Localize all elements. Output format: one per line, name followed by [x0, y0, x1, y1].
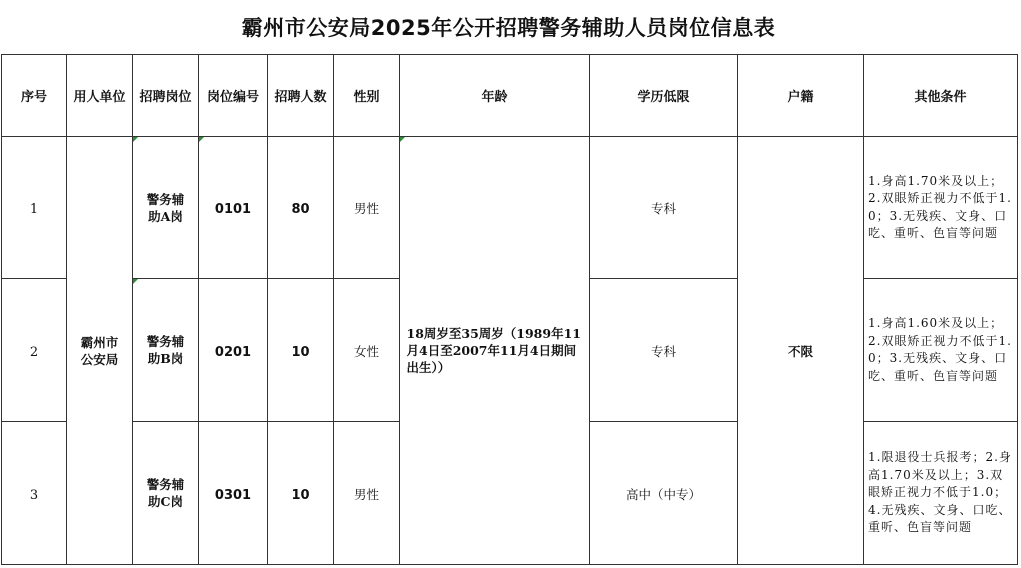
cell-gender — [334, 422, 400, 565]
header-row — [2, 55, 1018, 137]
header-education: 学历低限 — [590, 55, 738, 137]
cell-gender — [334, 137, 400, 279]
cell-position — [133, 422, 199, 565]
count-value: 80 — [291, 202, 310, 217]
cell-seq — [2, 279, 67, 422]
page-title: 霸州市公安局2025年公开招聘警务辅助人员岗位信息表 — [241, 16, 776, 40]
header-unit: 用人单位 — [67, 55, 133, 137]
cell-code — [199, 422, 268, 565]
gender-value: 男性 — [353, 201, 379, 216]
cell-position — [133, 279, 199, 422]
cell-education — [590, 137, 738, 279]
cell-other — [864, 279, 1018, 422]
header-seq: 序号 — [2, 55, 67, 137]
header-hukou: 户籍 — [738, 55, 864, 137]
cell-other — [864, 137, 1018, 279]
header-other: 其他条件 — [864, 55, 1018, 137]
code-value: 0301 — [214, 487, 252, 503]
cell-count — [268, 279, 334, 422]
cell-education — [590, 422, 738, 565]
cell-other — [864, 422, 1018, 565]
cell-age — [400, 137, 590, 565]
cell-unit — [67, 137, 133, 565]
position-value: 警务辅助A岗 — [146, 191, 185, 224]
cell-code — [199, 279, 268, 422]
age-value: 18周岁至35周岁（1989年11月4日至2007年11月4日期间出生）） — [406, 326, 581, 375]
cell-marker — [400, 137, 405, 142]
header-gender: 性别 — [334, 55, 400, 137]
code-value: 0201 — [214, 344, 252, 360]
seq-value: 3 — [29, 487, 39, 503]
cell-marker — [133, 279, 138, 284]
cell-marker — [133, 137, 138, 142]
other-value: 1.身高1.60米及以上；2.双眼矫正视力不低于1.0；3.无残疾、文身、口吃、重听、色盲等问题 — [868, 316, 1012, 383]
header-code: 岗位编号 — [199, 55, 268, 137]
cell-count — [268, 137, 334, 279]
cell-education — [590, 279, 738, 422]
code-value: 0101 — [214, 202, 252, 217]
seq-value: 2 — [29, 344, 39, 360]
cell-gender — [334, 279, 400, 422]
position-value: 警务辅助C岗 — [146, 477, 185, 509]
unit-value: 霸州市公安局 — [80, 334, 119, 367]
education-value: 专科 — [650, 343, 676, 359]
other-value: 1.身高1.70米及以上；2.双眼矫正视力不低于1.0；3.无残疾、文身、口吃、重听、色盲等问题 — [868, 173, 1012, 240]
gender-value: 女性 — [353, 343, 379, 359]
seq-value: 1 — [29, 202, 39, 217]
header-count: 招聘人数 — [268, 55, 334, 137]
other-value: 1.限退役士兵报考；2.身高1.70米及以上；3.双眼矫正视力不低于1.0；4.无残疾、文身、口吃、重听、色盲等问题 — [868, 450, 1012, 535]
education-value: 高中（中专） — [625, 486, 701, 502]
education-value: 专科 — [650, 201, 676, 216]
cell-seq — [2, 137, 67, 279]
cell-count — [268, 422, 334, 565]
cell-code — [199, 137, 268, 279]
hukou-value: 不限 — [787, 344, 813, 359]
position-value: 警务辅助B岗 — [146, 334, 185, 366]
cell-seq — [2, 422, 67, 565]
cell-hukou — [738, 137, 864, 565]
header-age: 年龄 — [400, 55, 590, 137]
cell-marker — [199, 137, 204, 142]
count-value: 10 — [291, 487, 310, 503]
cell-position — [133, 137, 199, 279]
table-row — [2, 137, 1018, 279]
header-position: 招聘岗位 — [133, 55, 199, 137]
count-value: 10 — [291, 344, 310, 360]
gender-value: 男性 — [353, 486, 379, 502]
position-table — [1, 54, 1018, 565]
